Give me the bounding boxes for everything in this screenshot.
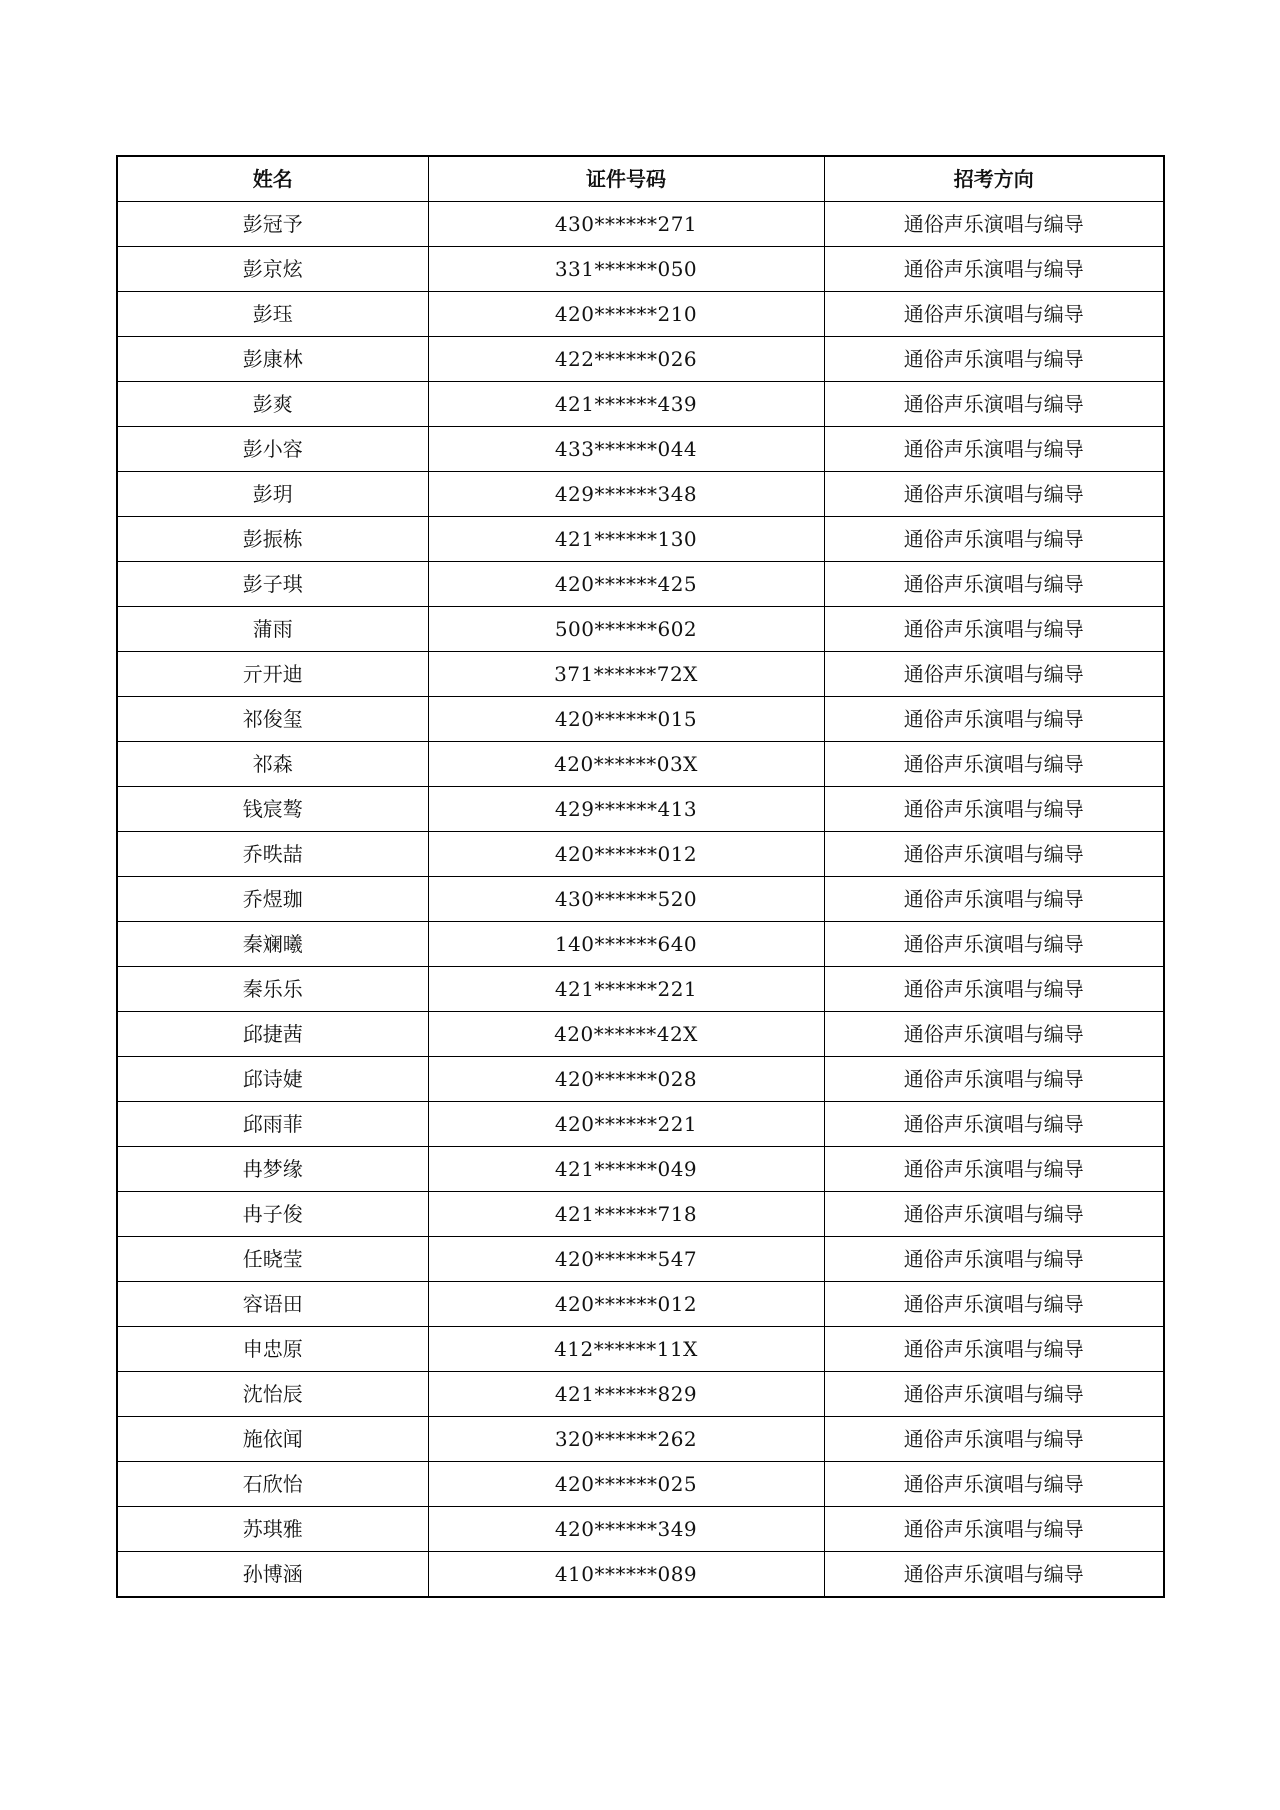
exam-direction-cell: 通俗声乐演唱与编导 bbox=[824, 247, 1164, 292]
candidate-name-cell: 彭冠予 bbox=[117, 202, 428, 247]
exam-direction-cell: 通俗声乐演唱与编导 bbox=[824, 607, 1164, 652]
id-number-cell: 331******050 bbox=[428, 247, 824, 292]
candidate-name-cell: 秦乐乐 bbox=[117, 967, 428, 1012]
candidate-name-cell: 彭振栋 bbox=[117, 517, 428, 562]
exam-direction-cell: 通俗声乐演唱与编导 bbox=[824, 1462, 1164, 1507]
id-number-cell: 420******025 bbox=[428, 1462, 824, 1507]
table-row bbox=[117, 562, 1164, 607]
table-row bbox=[117, 1282, 1164, 1327]
exam-direction-cell: 通俗声乐演唱与编导 bbox=[824, 1012, 1164, 1057]
exam-direction-cell: 通俗声乐演唱与编导 bbox=[824, 337, 1164, 382]
exam-direction-cell: 通俗声乐演唱与编导 bbox=[824, 1282, 1164, 1327]
exam-direction-cell: 通俗声乐演唱与编导 bbox=[824, 517, 1164, 562]
candidate-name-cell: 冉梦缘 bbox=[117, 1147, 428, 1192]
exam-direction-cell: 通俗声乐演唱与编导 bbox=[824, 1102, 1164, 1147]
id-number-cell: 420******028 bbox=[428, 1057, 824, 1102]
id-number-cell: 140******640 bbox=[428, 922, 824, 967]
table-row bbox=[117, 472, 1164, 517]
exam-direction-cell: 通俗声乐演唱与编导 bbox=[824, 1372, 1164, 1417]
candidate-name-cell: 彭康林 bbox=[117, 337, 428, 382]
table-row bbox=[117, 247, 1164, 292]
exam-direction-cell: 通俗声乐演唱与编导 bbox=[824, 832, 1164, 877]
candidate-name-cell: 邱诗婕 bbox=[117, 1057, 428, 1102]
id-number-cell: 420******012 bbox=[428, 1282, 824, 1327]
id-number-cell: 420******547 bbox=[428, 1237, 824, 1282]
candidate-name-cell: 彭子琪 bbox=[117, 562, 428, 607]
table-row bbox=[117, 742, 1164, 787]
candidate-name-cell: 彭玥 bbox=[117, 472, 428, 517]
candidate-name-cell: 沈怡辰 bbox=[117, 1372, 428, 1417]
id-number-cell: 420******425 bbox=[428, 562, 824, 607]
table-row bbox=[117, 427, 1164, 472]
table-row bbox=[117, 652, 1164, 697]
exam-direction-cell: 通俗声乐演唱与编导 bbox=[824, 382, 1164, 427]
table-row bbox=[117, 1372, 1164, 1417]
candidate-name-cell: 孙博涵 bbox=[117, 1552, 428, 1598]
candidate-name-cell: 蒲雨 bbox=[117, 607, 428, 652]
id-number-cell: 421******221 bbox=[428, 967, 824, 1012]
exam-direction-cell: 通俗声乐演唱与编导 bbox=[824, 652, 1164, 697]
id-number-cell: 430******520 bbox=[428, 877, 824, 922]
id-number-cell: 420******221 bbox=[428, 1102, 824, 1147]
table-row bbox=[117, 877, 1164, 922]
table-row bbox=[117, 202, 1164, 247]
exam-direction-cell: 通俗声乐演唱与编导 bbox=[824, 202, 1164, 247]
candidate-name-cell: 彭珏 bbox=[117, 292, 428, 337]
candidate-name-cell: 石欣怡 bbox=[117, 1462, 428, 1507]
candidate-name-cell: 秦斓曦 bbox=[117, 922, 428, 967]
candidate-name-cell: 乔昳喆 bbox=[117, 832, 428, 877]
candidate-name-cell: 祁俊玺 bbox=[117, 697, 428, 742]
column-header-name: 姓名 bbox=[117, 156, 428, 202]
table-row bbox=[117, 922, 1164, 967]
table-row bbox=[117, 832, 1164, 877]
candidate-name-cell: 彭爽 bbox=[117, 382, 428, 427]
id-number-cell: 421******829 bbox=[428, 1372, 824, 1417]
table-row bbox=[117, 1237, 1164, 1282]
exam-direction-cell: 通俗声乐演唱与编导 bbox=[824, 697, 1164, 742]
id-number-cell: 420******210 bbox=[428, 292, 824, 337]
exam-direction-cell: 通俗声乐演唱与编导 bbox=[824, 1147, 1164, 1192]
candidate-name-cell: 祁森 bbox=[117, 742, 428, 787]
column-header-direction: 招考方向 bbox=[824, 156, 1164, 202]
table-row bbox=[117, 292, 1164, 337]
exam-direction-cell: 通俗声乐演唱与编导 bbox=[824, 427, 1164, 472]
id-number-cell: 429******413 bbox=[428, 787, 824, 832]
id-number-cell: 430******271 bbox=[428, 202, 824, 247]
table-row bbox=[117, 517, 1164, 562]
candidate-name-cell: 苏琪雅 bbox=[117, 1507, 428, 1552]
id-number-cell: 320******262 bbox=[428, 1417, 824, 1462]
exam-direction-cell: 通俗声乐演唱与编导 bbox=[824, 1237, 1164, 1282]
id-number-cell: 421******130 bbox=[428, 517, 824, 562]
roster-table-header bbox=[117, 156, 1164, 202]
table-row bbox=[117, 1147, 1164, 1192]
header-row bbox=[117, 156, 1164, 202]
id-number-cell: 433******044 bbox=[428, 427, 824, 472]
candidate-name-cell: 彭京炫 bbox=[117, 247, 428, 292]
candidate-name-cell: 施依闻 bbox=[117, 1417, 428, 1462]
exam-direction-cell: 通俗声乐演唱与编导 bbox=[824, 787, 1164, 832]
id-number-cell: 421******718 bbox=[428, 1192, 824, 1237]
candidate-name-cell: 邱捷茜 bbox=[117, 1012, 428, 1057]
table-row bbox=[117, 1462, 1164, 1507]
exam-direction-cell: 通俗声乐演唱与编导 bbox=[824, 1552, 1164, 1598]
id-number-cell: 420******015 bbox=[428, 697, 824, 742]
exam-direction-cell: 通俗声乐演唱与编导 bbox=[824, 562, 1164, 607]
table-row bbox=[117, 1417, 1164, 1462]
id-number-cell: 371******72X bbox=[428, 652, 824, 697]
candidate-name-cell: 冉子俊 bbox=[117, 1192, 428, 1237]
candidate-name-cell: 乔煜珈 bbox=[117, 877, 428, 922]
table-row bbox=[117, 1552, 1164, 1598]
exam-direction-cell: 通俗声乐演唱与编导 bbox=[824, 877, 1164, 922]
exam-direction-cell: 通俗声乐演唱与编导 bbox=[824, 292, 1164, 337]
exam-direction-cell: 通俗声乐演唱与编导 bbox=[824, 1507, 1164, 1552]
table-row bbox=[117, 337, 1164, 382]
exam-direction-cell: 通俗声乐演唱与编导 bbox=[824, 742, 1164, 787]
table-row bbox=[117, 787, 1164, 832]
candidate-name-cell: 容语田 bbox=[117, 1282, 428, 1327]
table-row bbox=[117, 1057, 1164, 1102]
table-row bbox=[117, 1012, 1164, 1057]
exam-direction-cell: 通俗声乐演唱与编导 bbox=[824, 922, 1164, 967]
candidate-name-cell: 申忠原 bbox=[117, 1327, 428, 1372]
candidate-name-cell: 钱宸骜 bbox=[117, 787, 428, 832]
candidate-name-cell: 邱雨菲 bbox=[117, 1102, 428, 1147]
id-number-cell: 500******602 bbox=[428, 607, 824, 652]
candidate-name-cell: 亓开迪 bbox=[117, 652, 428, 697]
table-row bbox=[117, 607, 1164, 652]
candidate-name-cell: 任晓莹 bbox=[117, 1237, 428, 1282]
exam-direction-cell: 通俗声乐演唱与编导 bbox=[824, 1192, 1164, 1237]
id-number-cell: 410******089 bbox=[428, 1552, 824, 1598]
exam-direction-cell: 通俗声乐演唱与编导 bbox=[824, 967, 1164, 1012]
id-number-cell: 412******11X bbox=[428, 1327, 824, 1372]
table-row bbox=[117, 1507, 1164, 1552]
exam-direction-cell: 通俗声乐演唱与编导 bbox=[824, 1327, 1164, 1372]
table-row bbox=[117, 1192, 1164, 1237]
exam-direction-cell: 通俗声乐演唱与编导 bbox=[824, 472, 1164, 517]
candidate-name-cell: 彭小容 bbox=[117, 427, 428, 472]
id-number-cell: 420******012 bbox=[428, 832, 824, 877]
roster-table bbox=[116, 155, 1165, 1598]
table-row bbox=[117, 382, 1164, 427]
id-number-cell: 421******049 bbox=[428, 1147, 824, 1192]
exam-direction-cell: 通俗声乐演唱与编导 bbox=[824, 1417, 1164, 1462]
id-number-cell: 422******026 bbox=[428, 337, 824, 382]
roster-table-body bbox=[117, 202, 1164, 1598]
table-row bbox=[117, 697, 1164, 742]
id-number-cell: 421******439 bbox=[428, 382, 824, 427]
exam-direction-cell: 通俗声乐演唱与编导 bbox=[824, 1057, 1164, 1102]
id-number-cell: 420******03X bbox=[428, 742, 824, 787]
id-number-cell: 420******42X bbox=[428, 1012, 824, 1057]
id-number-cell: 420******349 bbox=[428, 1507, 824, 1552]
table-row bbox=[117, 967, 1164, 1012]
column-header-id: 证件号码 bbox=[428, 156, 824, 202]
id-number-cell: 429******348 bbox=[428, 472, 824, 517]
table-row bbox=[117, 1102, 1164, 1147]
table-row bbox=[117, 1327, 1164, 1372]
